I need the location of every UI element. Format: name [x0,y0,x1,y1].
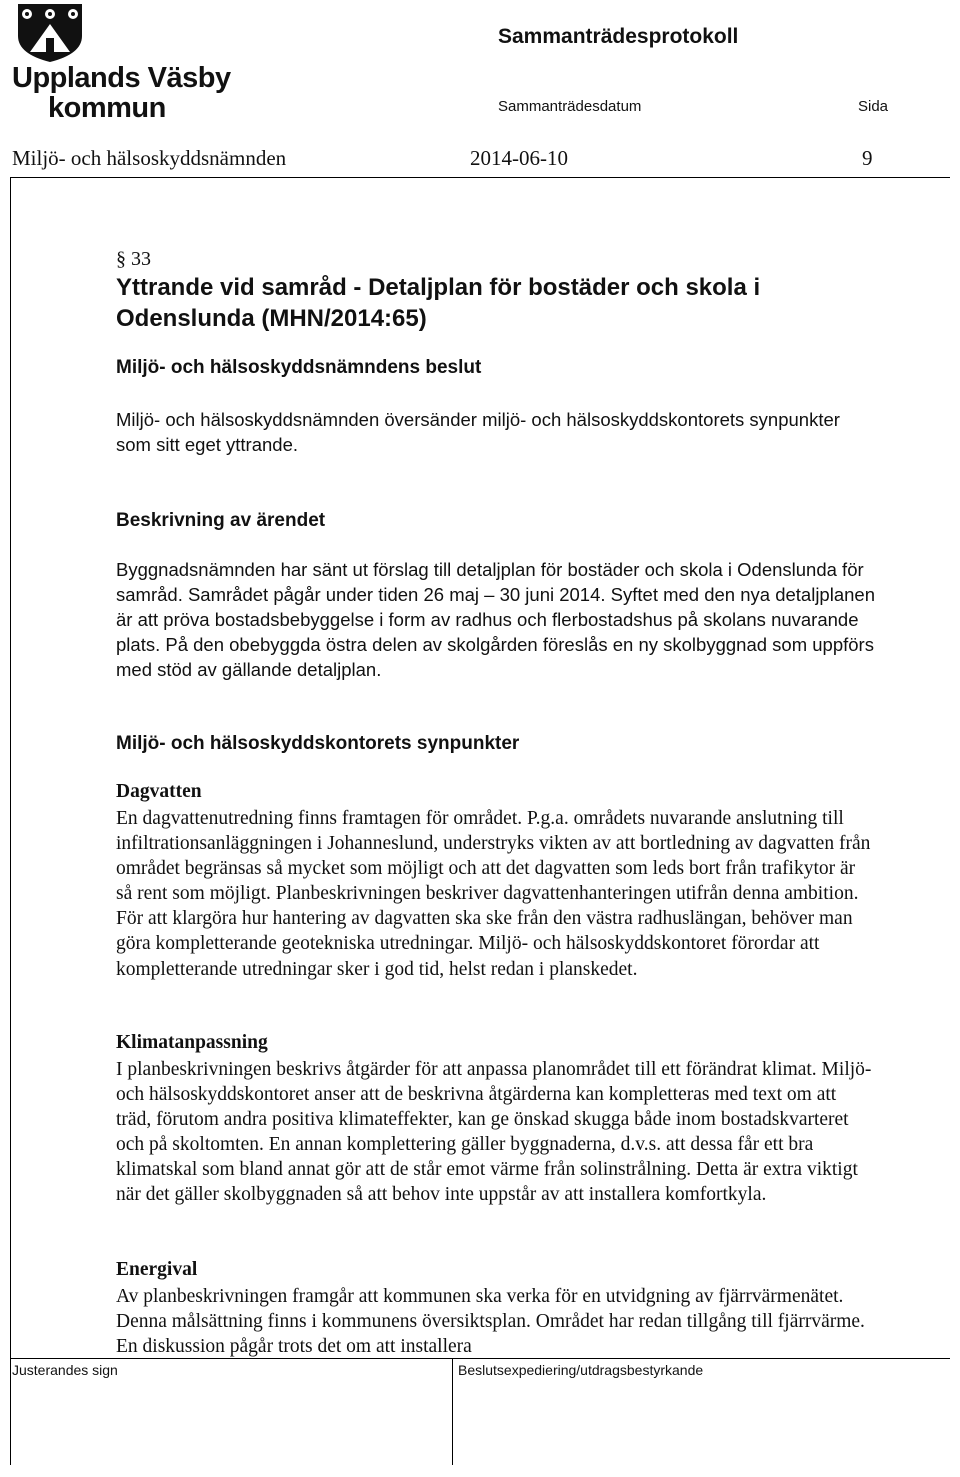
document-title: Sammanträdesprotokoll [498,25,739,48]
municipal-coat-of-arms-icon [10,2,90,62]
climate-text: I planbeskrivningen beskrivs åtgärder för att anpassa planområdet till ett förändrat klimat. Miljö- och hälsoskyddskontoret anser att de beskrivna åtgärderna kan kompletteras med text om att träd, förutom andra positiva klimateffekter, kan ge önskad skugga både inom bostadskvarteret och på skoltomten. En annan komplettering gäller byggnaderna, d.v.s. att dessa får ett bra klimatskal som bland annat gör att de står emot värme från solinstrålning. Detta är extra viktigt när det gäller skolbyggnaden så att behov inte uppstår av att installera komfortkyla. [116,1059,872,1206]
meeting-date: 2014-06-10 [470,146,568,170]
page-label: Sida [858,98,889,115]
viewpoints-heading: Miljö- och hälsoskyddskontorets synpunkter [116,733,520,754]
logo-line-1: Upplands Väsby [12,62,231,94]
dispatch-label: Beslutsexpediering/utdragsbestyrkande [458,1362,704,1378]
climate-heading: Klimatanpassning [116,1032,268,1053]
logo-line-2: kommun [48,92,166,124]
header-divider [10,177,950,178]
section-title: Yttrande vid samråd - Detaljplan för bostäder och skola i Odenslunda (MHN/2014:65) [116,274,761,332]
energy-heading: Energival [116,1259,198,1280]
footer-column-divider [452,1358,453,1465]
decision-text: Miljö- och hälsoskyddsnämnden översänder miljö- och hälsoskyddskontorets synpunkter som sitt eget yttrande. [116,409,840,456]
description-heading: Beskrivning av ärendet [116,510,326,531]
section-number: § 33 [116,248,151,270]
left-margin-rule [10,177,11,1465]
stormwater-heading: Dagvatten [116,781,202,802]
decision-heading: Miljö- och hälsoskyddsnämndens beslut [116,357,482,378]
meeting-date-label: Sammanträdesdatum [498,98,642,115]
page-number: 9 [862,146,873,170]
stormwater-text: En dagvattenutredning finns framtagen för området. P.g.a. områdets nuvarande anslutning till infiltrationsanläggningen i Johanneslund, understryks vikten av att bortledning av dagvatten från området begränsas så mycket som möjligt och att det dagvatten som leds bort från trafikytor är så rent som möjligt. Planbeskrivningen beskriver dagvattenhanteringen utifrån denna ambition. För att klargöra hur hantering av dagvatten ska ske från den västra radhuslängan, behöver man göra kompletterande geotekniska utredningar. Miljö- och hälsoskyddskontoret förordar att kompletterande utredningar sker i god tid, helst redan i planskedet. [116,808,871,980]
committee-name: Miljö- och hälsoskyddsnämnden [12,146,287,170]
energy-text: Av planbeskrivningen framgår att kommunen ska verka för en utvidgning av fjärrvärmenätet. Denna målsättning finns i kommunens översiktsplan. Området har redan tillgång till fjärrvärme. En diskussion pågår trots det om att installera [116,1286,865,1358]
description-text: Byggnadsnämnden har sänt ut förslag till detaljplan för bostäder och skola i Odenslunda för samråd. Samrådet pågår under tiden 26 maj – 30 juni 2014. Syftet med den nya detaljplanen är att pröva bostadsbebyggelse i form av radhus och flerbostadshus på skolans nuvarande plats. På den obebyggda östra delen av skolgården föreslås en ny skolbyggnad som uppförs med stöd av gällande detaljplan. [116,559,875,681]
signature-label: Justerandes sign [12,1362,118,1378]
